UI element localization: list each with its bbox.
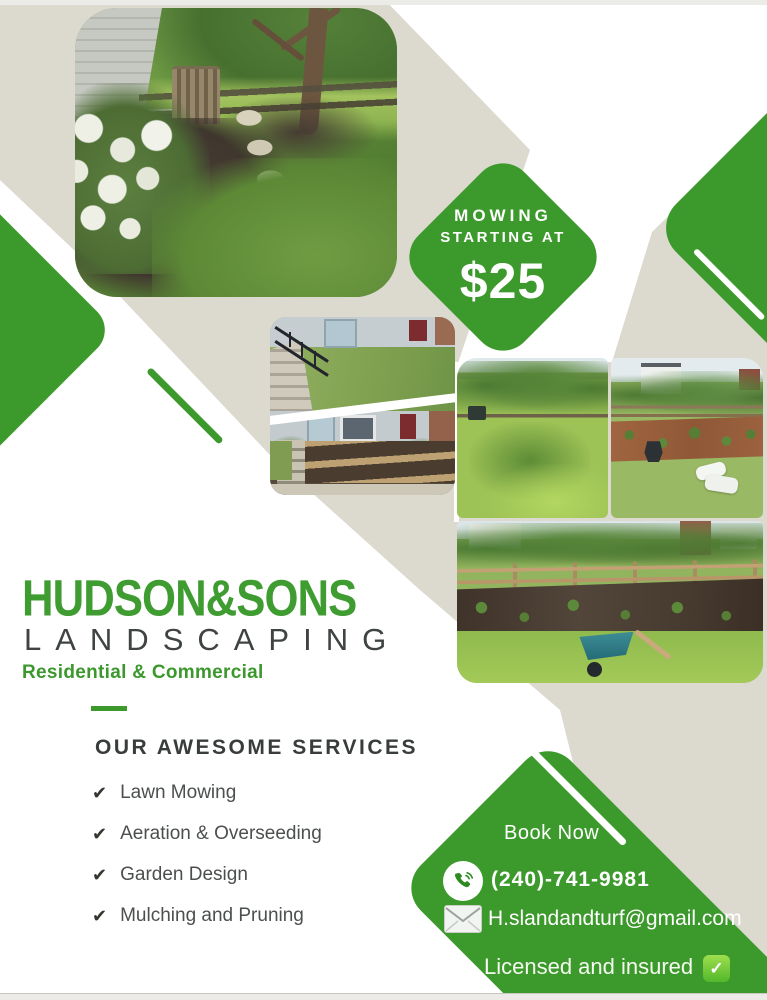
timber-garden-beds (289, 441, 456, 483)
service-item-aeration (92, 821, 322, 847)
new-shrubs (611, 419, 763, 459)
lawn-mower (468, 406, 486, 420)
bottom-edge-strip (0, 993, 767, 1000)
service-item-garden-design (92, 862, 248, 888)
badge-line1: MOWING (454, 206, 552, 225)
photo-before-after-steps (270, 317, 455, 495)
phone-number[interactable]: (240)-741-9981 (491, 868, 650, 891)
blue-door (324, 319, 358, 348)
railing-baluster (301, 342, 303, 357)
service-label: Lawn Mowing (120, 782, 237, 803)
collage-photo-mulch-install (611, 358, 763, 518)
service-item-lawn-mowing (92, 780, 236, 806)
brand-divider-dash (91, 706, 127, 711)
seed-spreader (644, 441, 662, 462)
service-label: Mulching and Pruning (120, 905, 304, 926)
check-icon: ✔ (92, 782, 108, 803)
badge-price: $25 (459, 253, 547, 309)
phone-icon (443, 861, 483, 901)
photo-collage-lawn-work (457, 358, 763, 683)
email-address[interactable]: H.slandandturf@gmail.com (488, 907, 742, 930)
brand-name: HUDSON&SONS (22, 569, 357, 627)
mowing-badge-text (408, 206, 598, 310)
photo-garden-path (75, 8, 397, 297)
check-icon: ✔ (92, 823, 108, 844)
check-icon: ✔ (92, 905, 108, 926)
grass-patch (270, 441, 292, 479)
brick-wall (435, 317, 455, 345)
wheelbarrow (579, 628, 659, 677)
top-edge-strip (0, 0, 767, 5)
email-icon (444, 905, 482, 938)
mulch-bag (704, 474, 740, 495)
red-door (409, 320, 428, 341)
front-lawn (152, 158, 397, 297)
badge-line2: STARTING AT (440, 229, 566, 246)
railing-baluster (314, 351, 316, 366)
book-now-button[interactable]: Book Now (504, 822, 600, 844)
sunlit-lawn (487, 464, 608, 518)
green-check-badge-icon: ✓ (703, 955, 730, 982)
red-door (400, 414, 417, 439)
house-window (340, 415, 376, 443)
collage-photo-fence-line-bed (457, 521, 763, 683)
service-label: Aeration & Overseeding (120, 823, 322, 844)
service-label: Garden Design (120, 864, 248, 885)
brand-field: LANDSCAPING (24, 622, 401, 657)
sidewalk (270, 484, 455, 495)
wheelbarrow-wheel (587, 662, 602, 677)
brick-wall (429, 411, 455, 441)
wheelbarrow-tub (579, 632, 633, 660)
check-icon: ✔ (92, 864, 108, 885)
after-scene-terraced-beds (270, 411, 455, 495)
railing-baluster (289, 332, 291, 347)
licensed-insured-text: Licensed and insured (484, 954, 694, 979)
collage-photo-mowed-lawn (457, 358, 608, 518)
service-item-mulching (92, 903, 304, 929)
services-heading: OUR AWESOME SERVICES (95, 736, 419, 759)
brand-tagline: Residential & Commercial (22, 662, 264, 683)
